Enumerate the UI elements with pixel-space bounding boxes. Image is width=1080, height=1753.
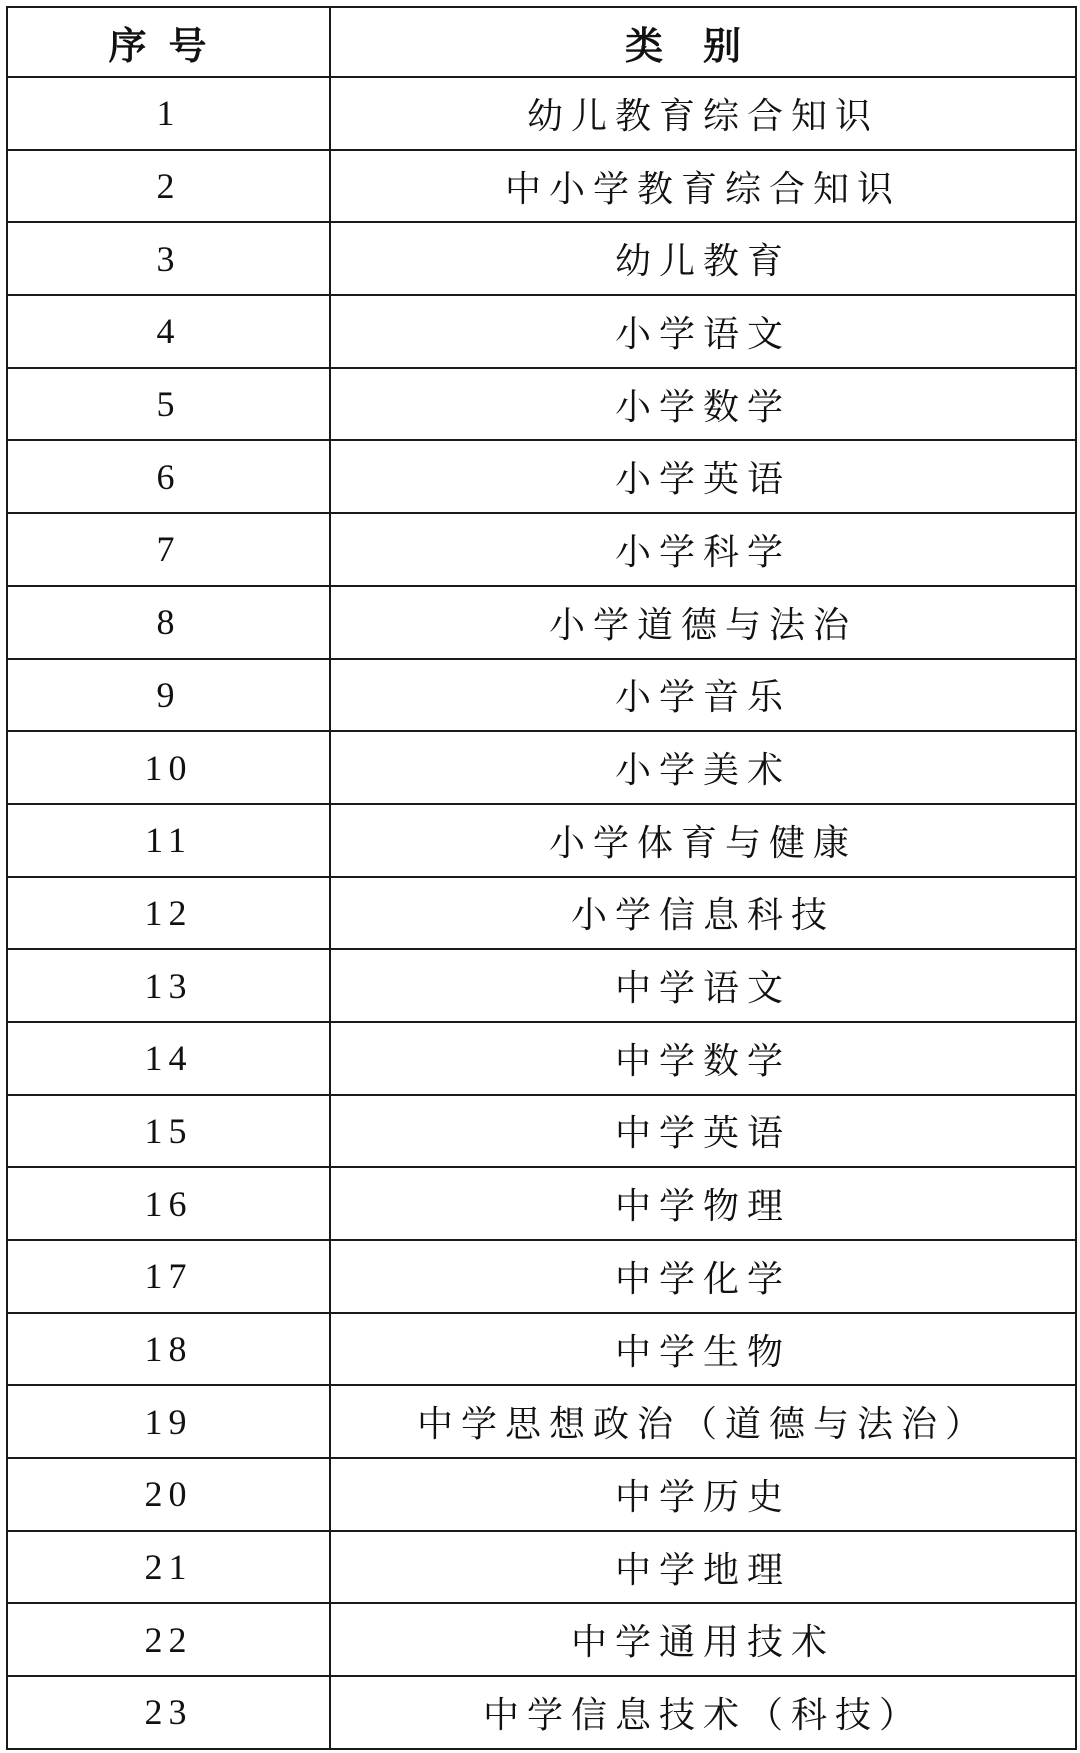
row-category: 小学道德与法治 <box>331 587 1077 658</box>
header-category: 类别 <box>331 8 1077 76</box>
table-row <box>8 878 1077 951</box>
table-row <box>8 296 1077 369</box>
row-category: 中学化学 <box>331 1241 1077 1312</box>
row-category: 中学英语 <box>331 1096 1077 1167</box>
table-row <box>8 441 1077 514</box>
row-category: 小学数学 <box>331 369 1077 440</box>
row-category: 幼儿教育 <box>331 223 1077 294</box>
table-row <box>8 1459 1077 1532</box>
row-index: 6 <box>8 441 331 512</box>
table-row <box>8 1604 1077 1677</box>
row-index: 23 <box>8 1677 331 1748</box>
table-body <box>8 78 1077 1750</box>
row-index: 18 <box>8 1314 331 1385</box>
table-row <box>8 1241 1077 1314</box>
row-category: 中学生物 <box>331 1314 1077 1385</box>
row-category: 中学通用技术 <box>331 1604 1077 1675</box>
row-category: 中学语文 <box>331 950 1077 1021</box>
row-category: 中学物理 <box>331 1168 1077 1239</box>
row-index: 21 <box>8 1532 331 1603</box>
row-category: 小学体育与健康 <box>331 805 1077 876</box>
row-index: 11 <box>8 805 331 876</box>
table-row <box>8 514 1077 587</box>
row-index: 7 <box>8 514 331 585</box>
row-index: 9 <box>8 660 331 731</box>
row-index: 1 <box>8 78 331 149</box>
row-index: 17 <box>8 1241 331 1312</box>
row-index: 14 <box>8 1023 331 1094</box>
table-row <box>8 223 1077 296</box>
table-header-row <box>8 8 1077 78</box>
row-index: 19 <box>8 1386 331 1457</box>
row-category: 中学思想政治（道德与法治） <box>331 1386 1077 1457</box>
row-index: 10 <box>8 732 331 803</box>
table-row <box>8 151 1077 224</box>
row-category: 小学英语 <box>331 441 1077 512</box>
table-row <box>8 1532 1077 1605</box>
table-row <box>8 587 1077 660</box>
row-index: 16 <box>8 1168 331 1239</box>
table-row <box>8 1168 1077 1241</box>
row-category: 幼儿教育综合知识 <box>331 78 1077 149</box>
row-index: 2 <box>8 151 331 222</box>
row-index: 12 <box>8 878 331 949</box>
row-category: 中学数学 <box>331 1023 1077 1094</box>
row-index: 4 <box>8 296 331 367</box>
table-row <box>8 1314 1077 1387</box>
table-row <box>8 660 1077 733</box>
row-index: 5 <box>8 369 331 440</box>
row-category: 小学美术 <box>331 732 1077 803</box>
header-index: 序号 <box>8 8 331 76</box>
table-row <box>8 78 1077 151</box>
row-category: 小学音乐 <box>331 660 1077 731</box>
category-table <box>6 6 1077 1750</box>
table-row <box>8 732 1077 805</box>
row-index: 20 <box>8 1459 331 1530</box>
table-row <box>8 1386 1077 1459</box>
table-row <box>8 805 1077 878</box>
table-row <box>8 1096 1077 1169</box>
row-category: 小学语文 <box>331 296 1077 367</box>
row-category: 小学信息科技 <box>331 878 1077 949</box>
row-category: 中学地理 <box>331 1532 1077 1603</box>
table-row <box>8 1023 1077 1096</box>
row-index: 15 <box>8 1096 331 1167</box>
table-row <box>8 950 1077 1023</box>
row-category: 中学历史 <box>331 1459 1077 1530</box>
row-index: 8 <box>8 587 331 658</box>
table-row <box>8 1677 1077 1750</box>
table-row <box>8 369 1077 442</box>
row-category: 中小学教育综合知识 <box>331 151 1077 222</box>
row-index: 13 <box>8 950 331 1021</box>
row-index: 3 <box>8 223 331 294</box>
row-category: 中学信息技术（科技） <box>331 1677 1077 1748</box>
row-index: 22 <box>8 1604 331 1675</box>
row-category: 小学科学 <box>331 514 1077 585</box>
